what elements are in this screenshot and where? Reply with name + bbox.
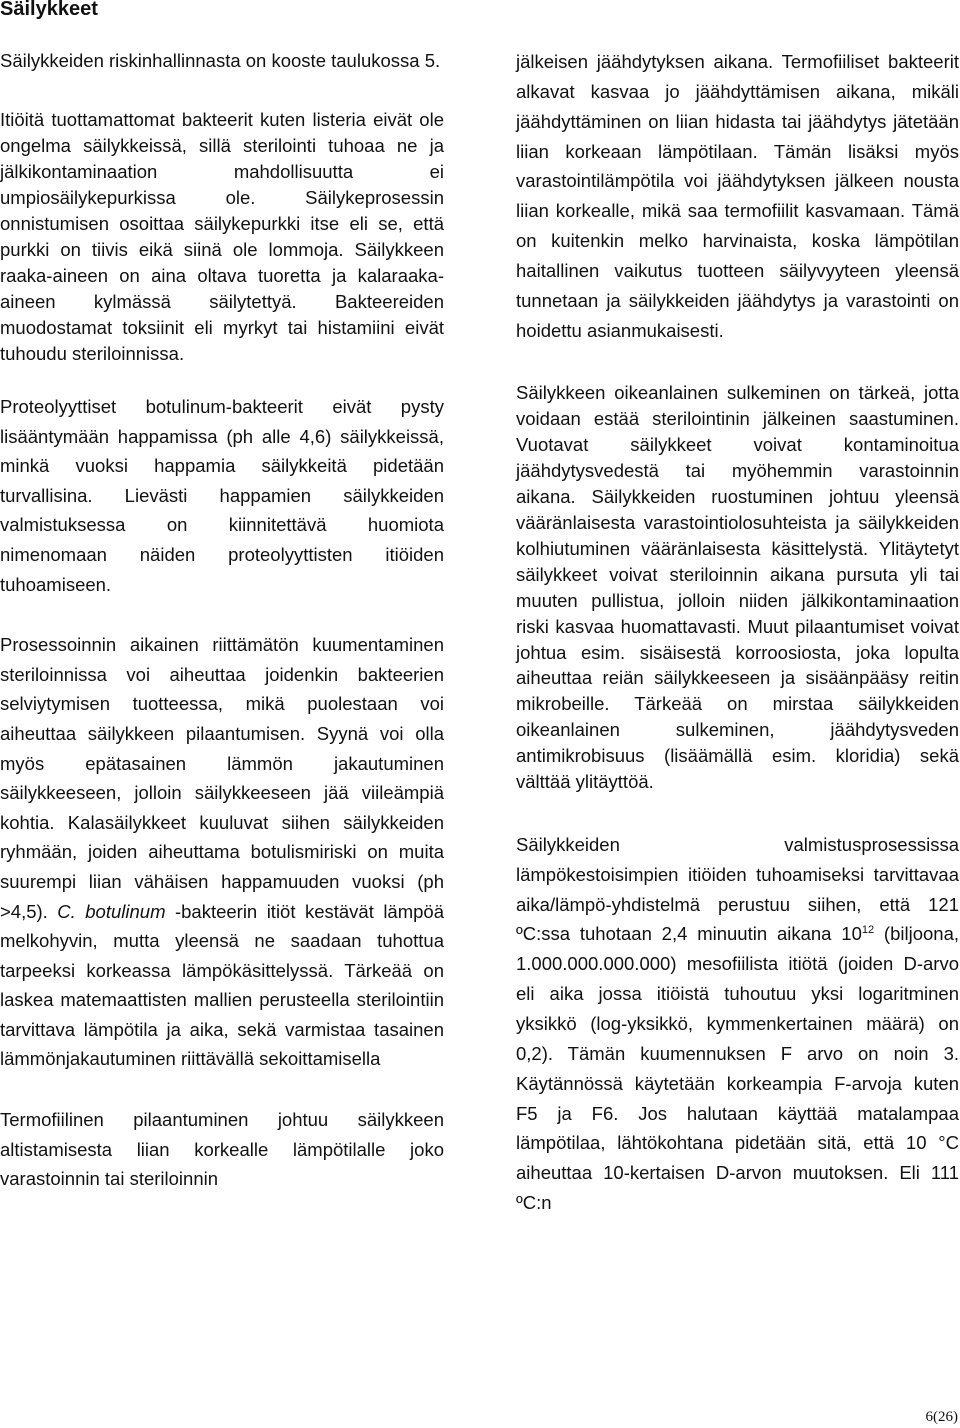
left-intro: [0, 48, 444, 367]
page-number: 6(26): [925, 1409, 958, 1425]
left-body: [0, 392, 444, 1194]
left-paragraph-5: Termofiilinen pilaantuminen johtuu säilykkeen altistamisesta liian korkealle lämpötilalle joko varastoinnin tai steriloinnin: [0, 1109, 444, 1190]
left-paragraph-4: [0, 630, 444, 1074]
left-paragraph-2: Itiöitä tuottamattomat bakteerit kuten listeria eivät ole ongelma säilykkeissä, sillä sterilointi tuhoaa ne ja jälkikontaminaation mahdollisuutta ei umpiosäilykepurkissa ole. Säilykeprosessin onnistumisen osoittaa säilykepurkki itse eli se, että purkki on tiivis eikä siinä ole lommoja. Säilykkeen raaka-aineen on aina oltava tuoretta ja kalaraaka-aineen kylmässä säilytettyä. Bakteereiden muodostamat toksiinit eli myrkyt tai histamiini eivät tuhoudu steriloinnissa.: [0, 109, 444, 364]
p3-text-b: (biljoona, 1.000.000.000.000) mesofiilista itiötä (joiden D-arvo eli aika jossa itiöistä tuhoutuu yksi logaritminen yksikkö (log-yksikkö, kymmenkertainen määrä) on 0,2). Tämän kuumennuksen F arvo on noin 3. Käytännössä käytetään korkeampia F-arvoja kuten F5 ja F6. Jos halutaan käyttää matalampaa lämpötilaa, lähtökohtana pidetään sitä, että 10 °C aiheuttaa 10-kertaisen D-arvon muutoksen. Eli 111 ºC:n: [516, 923, 959, 1214]
left-column: [0, 48, 444, 1194]
right-column: [516, 47, 959, 1218]
exponent: 12: [861, 924, 875, 937]
right-paragraph-1: jälkeisen jäähdytyksen aikana. Termofiiliset bakteerit alkavat kasvaa jo jäähdyttämisen aikana, mikäli jäähdyttäminen on liian hidasta tai jäähdytys jätetään liian korkeaan lämpötilaan. Tämän lisäksi myös varastointilämpötila voi jäähdytyksen jälkeen nousta liian korkealle, mikä saa termofiilit kasvamaan. Tämä on kuitenkin melko harvinaista, koska lämpötilan haitallinen vaikutus tuotteen säilyvyyteen yleensä tunnetaan ja säilykkeiden jäähdytys ja varastointi on hoidettu asianmukaisesti.: [516, 51, 959, 341]
right-paragraph-2: Säilykkeen oikeanlainen sulkeminen on tärkeä, jotta voidaan estää sterilointinin jälkeinen saastuminen. Vuotavat säilykkeet voivat kontaminoitua jäähdytysvedestä tai myöhemmin varastoinnin aikana. Säilykkeiden ruostuminen johtuu yleensä vääränlaisesta varastointiolosuhteista ja säilykkeiden kolhiutuminen vääränlaisesta käsittelystä. Ylitäytetyt säilykkeet voivat steriloinnin aikana pursuta yli tai muuten pullistua, jolloin niiden jälkikontaminaation riski kasvaa huomattavasti. Muut pilaantumiset voivat johtua esim. sisäisestä korroosiosta, joka lopulta aiheuttaa reiän säilykkeeseen ja sisäänpääsy reitin mikrobeille. Tärkeää on mirstaa säilykkeiden oikeanlainen sulkeminen, jäähdytysveden antimikrobisuus (lisäämällä esim. kloridia) sekä välttää ylitäyttöä.: [516, 382, 959, 793]
left-paragraph-3: Proteolyyttiset botulinum-bakteerit eivät pysty lisääntymään happamissa (ph alle 4,6) säilykkeissä, minkä vuoksi happamia säilykkeitä pidetään turvallisina. Lievästi happamien säilykkeiden valmistuksessa on kiinnitettävä huomiota nimenomaan näiden proteolyyttisten itiöiden tuhoamiseen.: [0, 396, 444, 595]
left-paragraph-1: Säilykkeiden riskinhallinnasta on kooste taulukossa 5.: [0, 50, 441, 71]
section-title: Säilykkeet: [0, 0, 98, 20]
p4-organism-name: C. botulinum: [57, 900, 166, 922]
p4-text-b: -bakteerin itiöt kestävät lämpöä melkohyvin, mutta yleensä ne saadaan tuhottua tarpeeksi korkeassa lämpökäsittelyssä. Tärkeää on laskea matemaattisten mallien perusteella sterilointiin tarvittava lämpötila ja aika, sekä varmistaa tasainen lämmönjakautuminen riittävällä sekoittamisella: [0, 900, 444, 1070]
p3-text-a: Säilykkeiden valmistusprosessissa lämpökestoisimpien itiöiden tuhoamiseksi tarvittavaa aika/lämpö-yhdistelmä perustuu siihen, että 121 ºC:ssa tuhotaan 2,4 minuutin aikana 10: [516, 833, 959, 945]
p4-text-a: Prosessoinnin aikainen riittämätön kuumentaminen steriloinnissa voi aiheuttaa joidenkin bakteerien selviytymisen tuotteessa, mikä puolestaan voi aiheuttaa säilykkeen pilaantumisen. Syynä voi olla myös epätasainen lämmön jakautuminen säilykkeeseen, jolloin säilykkeeseen jää viileämpiä kohtia. Kalasäilykkeet kuuluvat siihen säilykkeiden ryhmään, joiden aiheuttama botulismiriski on muita suurempi liian vähäisen happamuuden vuoksi (ph >4,5).: [0, 634, 444, 922]
right-paragraph-3: [516, 830, 959, 1218]
